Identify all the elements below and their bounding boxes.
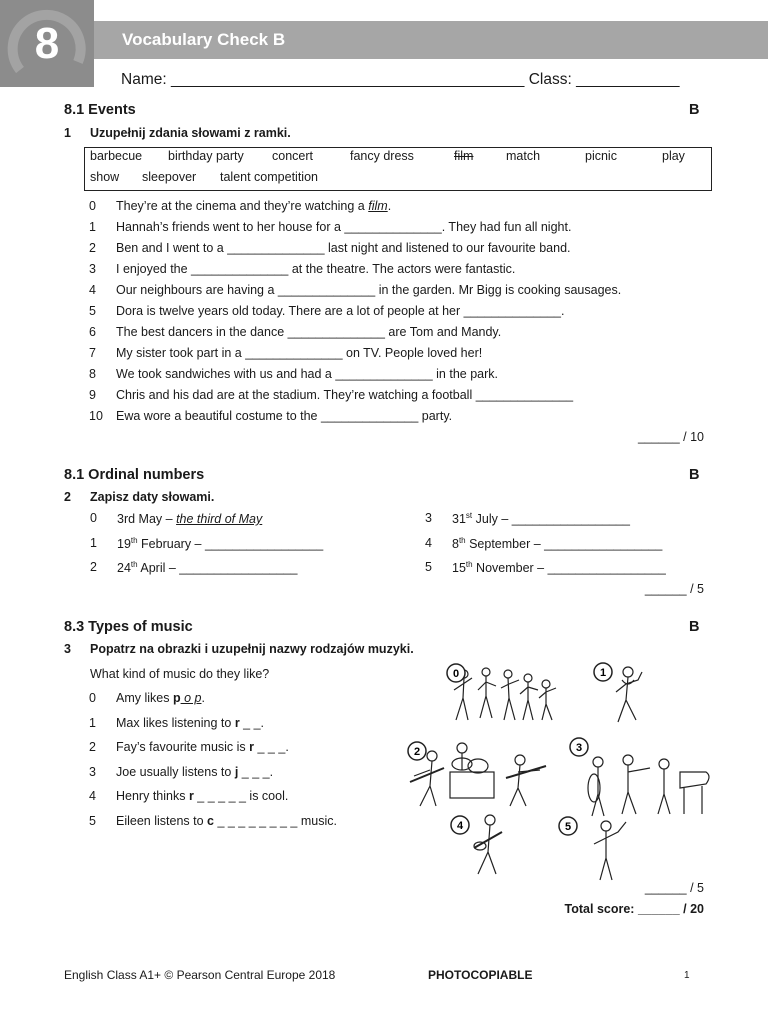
picture-number-4 xyxy=(451,816,469,834)
picture-number-label: 5 xyxy=(564,821,572,833)
item-text: I enjoyed the ______________ at the theatre. The actors were fantastic. xyxy=(116,262,516,276)
section-heading-ordinal-numbers: 8.1 Ordinal numbers xyxy=(64,467,205,483)
item-text: Hannah’s friends went to her house for a ______________. They had fun all night. xyxy=(116,220,572,234)
picture-number-2 xyxy=(408,742,426,760)
footer-photocopiable: PHOTOCOPIABLE xyxy=(428,968,533,982)
music-item xyxy=(89,789,389,805)
letter-blanks: o p xyxy=(180,691,202,705)
date-text xyxy=(117,511,262,526)
item-text: Chris and his dad are at the stadium. They’re watching a football ______________ xyxy=(116,388,574,402)
instruction-text: Popatrz na obrazki i uzupełnij nazwy rodzajów muzyki. xyxy=(90,642,414,656)
item-suffix: . xyxy=(269,764,274,779)
example-answer: the third of May xyxy=(176,512,263,527)
section-version: B xyxy=(689,102,700,118)
unit-badge xyxy=(0,0,94,87)
example-sentence xyxy=(89,199,729,215)
date-month: July – xyxy=(472,512,512,527)
item-number: 7 xyxy=(89,346,96,360)
date-text xyxy=(452,511,630,526)
music-item xyxy=(89,716,389,732)
date-suffix: th xyxy=(458,535,466,545)
item-text: My sister took part in a ______________ on TV. People loved her! xyxy=(116,346,483,360)
instruction-number: 3 xyxy=(64,642,71,656)
instruction-number: 2 xyxy=(64,490,71,504)
date-text xyxy=(452,536,662,551)
section-score: ______ / 5 xyxy=(644,881,704,895)
exercise-item xyxy=(89,367,729,383)
item-text xyxy=(116,691,205,705)
date-day: 19 xyxy=(117,536,131,551)
word-box-item: concert xyxy=(272,149,313,163)
picture-number-1 xyxy=(594,663,612,681)
item-number: 5 xyxy=(89,814,96,828)
date-item xyxy=(90,536,390,552)
date-month: May – xyxy=(135,512,177,527)
date-text xyxy=(117,536,323,551)
item-text xyxy=(116,814,337,828)
example-before: They’re at the cinema and they’re watching a xyxy=(116,199,369,213)
item-number: 1 xyxy=(90,535,97,550)
item-number: 4 xyxy=(425,535,432,550)
first-letter: r xyxy=(234,715,240,730)
picture-number-label: 4 xyxy=(456,820,464,832)
picture-number-label: 0 xyxy=(452,668,460,680)
date-month: February – xyxy=(137,536,205,551)
rock-guitarist-illustration xyxy=(474,815,502,874)
item-prefix: Eileen listens to xyxy=(116,814,208,828)
date-item xyxy=(90,511,390,527)
item-number: 2 xyxy=(90,560,97,574)
item-text xyxy=(116,199,391,213)
music-question: What kind of music do they like? xyxy=(90,667,270,681)
section-version: B xyxy=(689,619,700,635)
music-item xyxy=(89,765,389,781)
item-number: 2 xyxy=(89,241,96,255)
word-box-item: picnic xyxy=(585,149,617,163)
music-pictures xyxy=(400,658,720,888)
instruction-number: 1 xyxy=(64,126,71,140)
item-number: 0 xyxy=(90,511,97,525)
item-prefix: Henry thinks xyxy=(116,789,189,804)
first-letter: r xyxy=(249,740,255,755)
letter-blanks: _ _ xyxy=(239,715,261,730)
section-version: B xyxy=(689,467,700,483)
item-number: 0 xyxy=(89,691,96,705)
item-number: 0 xyxy=(89,199,96,213)
date-item xyxy=(90,560,390,576)
item-text xyxy=(116,740,289,754)
date-suffix: th xyxy=(130,535,138,545)
word-box-item: show xyxy=(90,170,120,184)
instruction-1 xyxy=(0,126,768,142)
date-day: 31 xyxy=(452,512,466,527)
picture-number-label: 2 xyxy=(413,746,421,758)
example-after: . xyxy=(387,199,392,213)
instruction-text: Zapisz daty słowami. xyxy=(90,490,215,504)
page-number: 1 xyxy=(684,970,690,981)
item-number: 3 xyxy=(425,511,432,525)
letter-blanks: _ _ _ _ _ xyxy=(193,789,246,804)
date-month: November – xyxy=(472,561,548,576)
rock-band-illustration xyxy=(410,743,546,806)
classical-conductor-illustration xyxy=(594,821,626,880)
jazz-band-illustration xyxy=(588,755,709,816)
item-number: 4 xyxy=(89,789,96,804)
word-box-item: sleepover xyxy=(142,170,197,184)
item-number: 10 xyxy=(89,409,103,423)
date-day: 8 xyxy=(452,536,459,551)
item-number: 3 xyxy=(89,764,96,779)
item-text: Our neighbours are having a ______________ in the garden. Mr Bigg is cooking sausages. xyxy=(116,283,622,297)
word-box-item: talent competition xyxy=(220,170,318,184)
exercise-item xyxy=(89,325,729,341)
rap-singer-illustration xyxy=(616,667,642,722)
item-number: 4 xyxy=(89,283,96,297)
item-suffix: music. xyxy=(297,814,337,828)
word-box xyxy=(84,147,712,191)
item-suffix: . xyxy=(285,740,289,755)
item-text: We took sandwiches with us and had a ______________ in the park. xyxy=(116,367,498,381)
item-suffix: is cool. xyxy=(245,789,289,804)
item-text xyxy=(116,716,264,730)
date-item xyxy=(425,511,725,527)
item-text: Ewa wore a beautiful costume to the ______________ party. xyxy=(116,409,453,423)
date-item xyxy=(425,560,725,576)
word-box-item: barbecue xyxy=(90,149,143,163)
item-number: 5 xyxy=(425,560,432,574)
section-heading-events: 8.1 Events xyxy=(64,102,136,118)
exercise-item xyxy=(89,241,729,257)
date-day: 15 xyxy=(452,561,466,576)
exercise-item xyxy=(89,346,729,362)
item-number: 9 xyxy=(89,388,96,402)
section-heading-types-of-music: 8.3 Types of music xyxy=(64,619,193,635)
unit-number: 8 xyxy=(34,19,60,68)
footer-copyright: English Class A1+ © Pearson Central Europe 2018 xyxy=(64,968,336,982)
item-number: 5 xyxy=(89,304,96,318)
item-text: The best dancers in the dance ______________ are Tom and Mandy. xyxy=(116,325,502,339)
word-box-item: birthday party xyxy=(168,149,244,163)
music-item xyxy=(89,740,389,756)
letter-blanks: _ _ _ _ _ _ _ _ xyxy=(213,814,298,828)
answer-blank: _________________ xyxy=(204,536,324,551)
item-text xyxy=(116,765,273,779)
word-box-item: fancy dress xyxy=(350,149,414,163)
answer-blank: _________________ xyxy=(511,512,630,527)
date-day: 24 xyxy=(117,561,131,576)
first-letter: r xyxy=(188,789,194,804)
date-month: April – xyxy=(137,561,180,576)
title-bar xyxy=(94,21,768,59)
exercise-item xyxy=(89,388,729,404)
item-number: 2 xyxy=(89,740,96,755)
first-letter: p xyxy=(172,691,181,705)
item-prefix: Fay’s favourite music is xyxy=(116,740,250,755)
section-score: ______ / 5 xyxy=(644,582,704,596)
item-prefix: Amy likes xyxy=(116,691,173,705)
example-answer: film xyxy=(368,199,388,213)
item-number: 1 xyxy=(89,715,96,730)
date-text xyxy=(117,560,297,575)
instruction-2 xyxy=(0,490,768,506)
answer-blank: _________________ xyxy=(547,561,666,576)
item-suffix: . xyxy=(201,691,205,705)
music-item xyxy=(89,691,389,707)
item-text: Dora is twelve years old today. There are a lot of people at her ______________. xyxy=(116,304,565,318)
item-suffix: . xyxy=(260,715,265,730)
answer-blank: _________________ xyxy=(544,536,663,551)
date-month: September – xyxy=(465,536,545,551)
exercise-item xyxy=(89,304,729,320)
item-number: 8 xyxy=(89,367,96,381)
word-box-item: play xyxy=(662,149,685,163)
answer-blank: _________________ xyxy=(179,561,298,576)
section-score: ______ / 10 xyxy=(637,430,704,444)
item-prefix: Joe usually listens to xyxy=(116,764,235,779)
first-letter: c xyxy=(207,814,214,828)
item-prefix: Max likes listening to xyxy=(116,715,235,730)
pop-dancers-illustration xyxy=(454,668,556,720)
exercise-item xyxy=(89,220,729,236)
total-score-label: Total score: xyxy=(564,902,635,916)
date-suffix: st xyxy=(465,511,473,520)
picture-number-5 xyxy=(559,817,577,835)
item-number: 6 xyxy=(89,325,96,339)
picture-number-3 xyxy=(570,738,588,756)
music-item xyxy=(89,814,389,830)
exercise-item xyxy=(89,262,729,278)
item-number: 1 xyxy=(89,220,96,234)
page-title: Vocabulary Check B xyxy=(122,30,286,49)
total-score xyxy=(500,902,704,916)
item-text xyxy=(116,789,288,803)
instruction-text: Uzupełnij zdania słowami z ramki. xyxy=(90,126,291,140)
picture-number-0 xyxy=(447,664,465,682)
exercise-item xyxy=(89,283,729,299)
picture-number-label: 3 xyxy=(575,742,583,754)
picture-number-label: 1 xyxy=(599,667,607,679)
first-letter: j xyxy=(234,764,239,779)
date-text xyxy=(452,560,666,575)
total-score-value: ______ / 20 xyxy=(637,902,704,916)
instruction-3 xyxy=(0,642,768,658)
date-day: 3rd xyxy=(117,512,136,527)
name-class-line: Name: _________________________________________ Class: ____________ xyxy=(121,71,680,88)
date-item xyxy=(425,536,725,552)
letter-blanks: _ _ _ xyxy=(254,740,286,755)
word-box-item: film xyxy=(454,149,474,163)
letter-blanks: _ _ _ xyxy=(238,764,270,779)
word-box-item: match xyxy=(506,149,541,163)
date-suffix: th xyxy=(465,560,473,569)
date-suffix: th xyxy=(130,560,138,569)
exercise-item xyxy=(89,409,729,425)
item-number: 3 xyxy=(89,262,96,276)
item-text: Ben and I went to a ______________ last night and listened to our favourite band. xyxy=(116,241,571,255)
